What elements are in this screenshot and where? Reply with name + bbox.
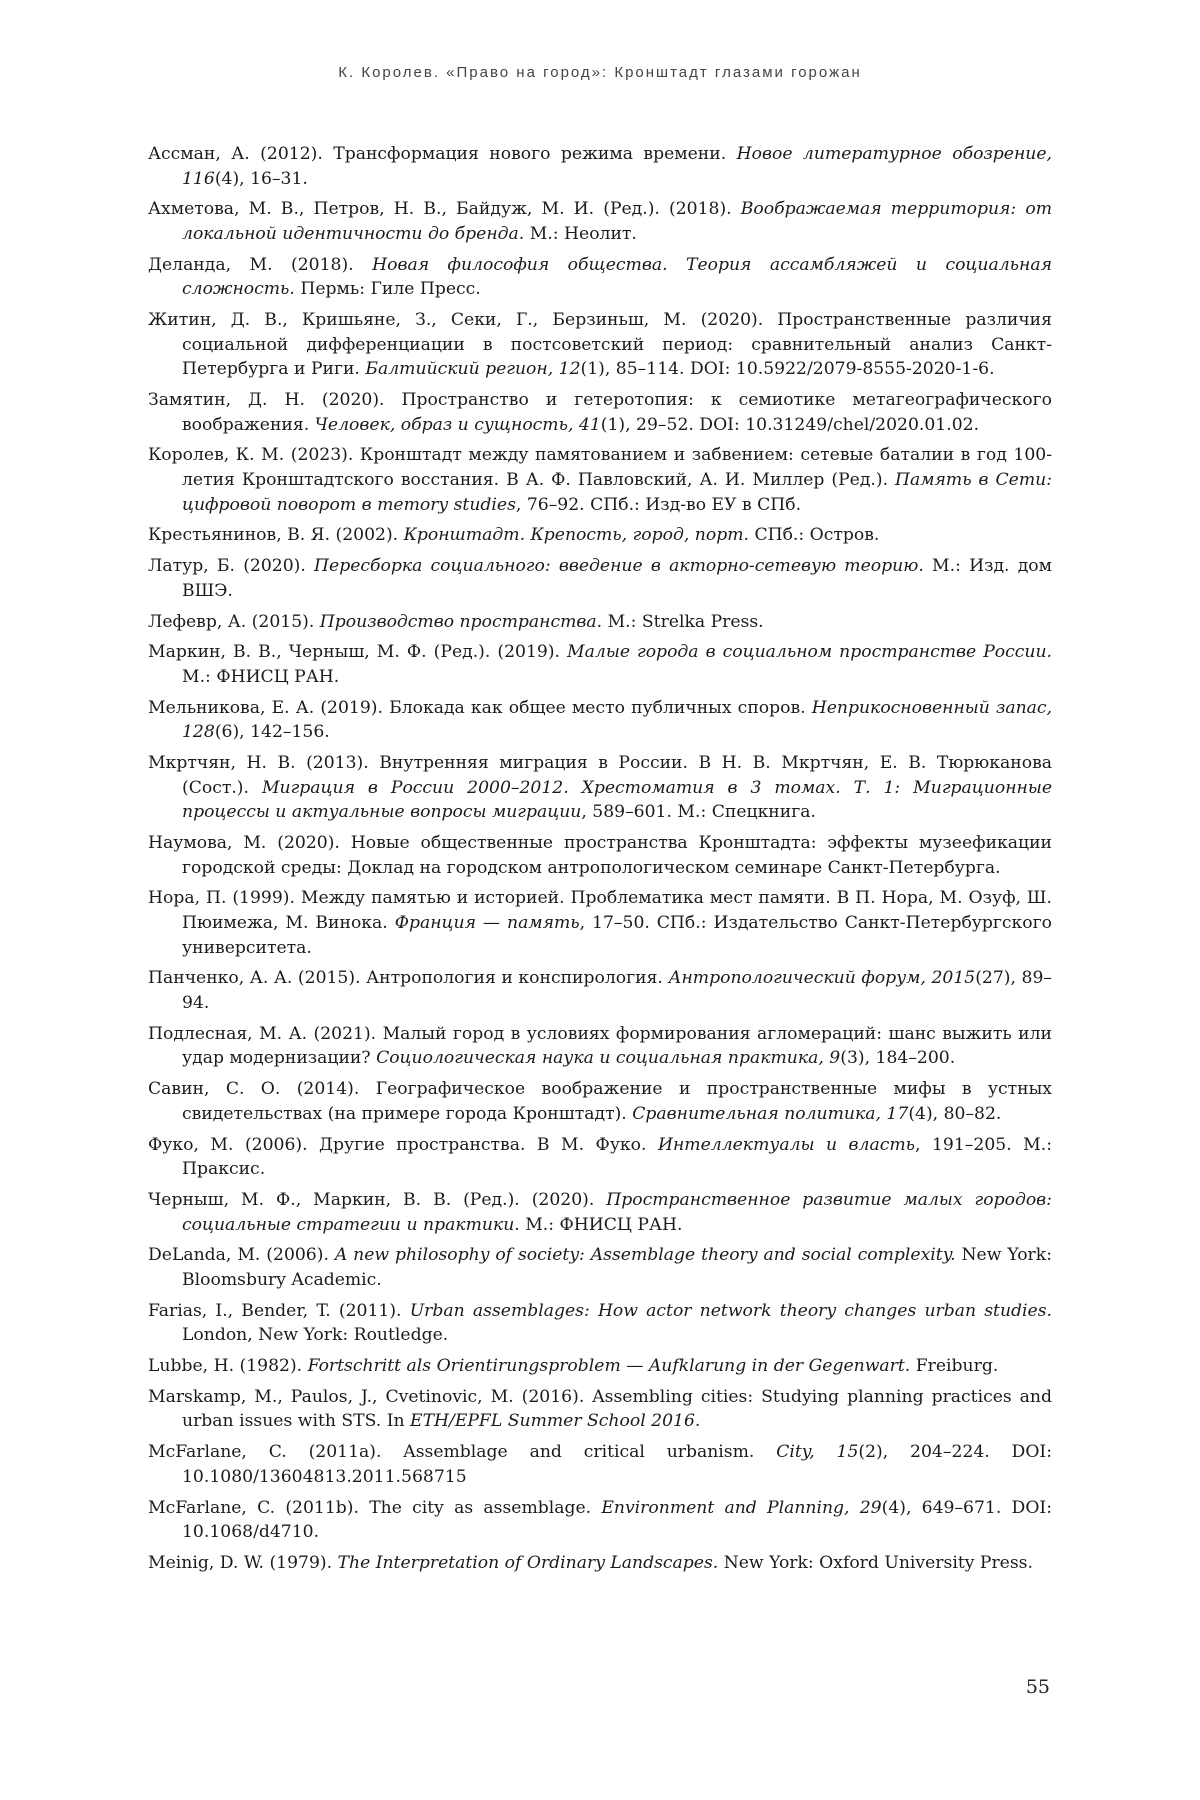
reference-entry [148, 1133, 1052, 1182]
reference-entry [148, 1243, 1052, 1292]
reference-text: Farias, I., Bender, T. (2011). [148, 1301, 410, 1321]
reference-source-italic: City, 15 [776, 1442, 858, 1462]
reference-text: Нора, П. (1999). Между памятью и историей. Проблематика мест памяти. В П. Нора, М. Озуф, Ш. Пюимежа, М. Винока. [148, 888, 1052, 933]
reference-text: Ахметова, М. В., Петров, Н. В., Байдуж, М. И. (Ред.). (2018). [148, 199, 741, 219]
reference-entry [148, 1188, 1052, 1237]
reference-source-italic: Производство пространства. [320, 612, 602, 632]
reference-entry [148, 1022, 1052, 1071]
reference-text: СПб.: Остров. [749, 525, 879, 545]
reference-text: (4), 649–671. DOI: 10.1068/d4710. [182, 1498, 1052, 1543]
page-number: 55 [1026, 1676, 1050, 1698]
reference-entry [148, 640, 1052, 689]
reference-text: (2), 204–224. DOI: 10.1080/13604813.2011.568715 [182, 1442, 1052, 1487]
reference-source-italic: Интеллектуалы и власть [658, 1135, 915, 1155]
reference-entry [148, 1299, 1052, 1348]
reference-text: Marskamp, M., Paulos, J., Cvetinovic, M. (2016). Assembling cities: Studying planning practices and urban issues with STS. In [148, 1387, 1052, 1432]
reference-text: New York: Bloomsbury Academic. [182, 1245, 1052, 1290]
reference-text: (6), 142–156. [215, 722, 330, 742]
reference-entry [148, 886, 1052, 960]
reference-text: (1), 85–114. DOI: 10.5922/2079-8555-2020-1-6. [581, 359, 995, 379]
reference-text: Панченко, А. А. (2015). Антропология и конспирология. [148, 968, 668, 988]
reference-text: , 17–50. СПб.: Издательство Санкт-Петербургского университета. [182, 913, 1052, 958]
reference-source-italic: Малые города в социальном пространстве России. [567, 642, 1052, 662]
reference-entry [148, 388, 1052, 437]
reference-text: Meinig, D. W. (1979). [148, 1553, 338, 1573]
reference-entry [148, 1077, 1052, 1126]
reference-text: Лефевр, А. (2015). [148, 612, 320, 632]
reference-entry [148, 443, 1052, 517]
reference-text: М.: Изд. дом ВШЭ. [182, 556, 1052, 601]
reference-text: Крестьянинов, В. Я. (2002). [148, 525, 404, 545]
reference-entry [148, 142, 1052, 191]
reference-entry [148, 523, 1052, 548]
reference-text: Мельникова, Е. А. (2019). Блокада как общее место публичных споров. [148, 698, 812, 718]
reference-entry [148, 1385, 1052, 1434]
reference-entry [148, 610, 1052, 635]
reference-source-italic: The Interpretation of Ordinary Landscapes. [338, 1553, 719, 1573]
reference-entry [148, 1496, 1052, 1545]
reference-text: Freiburg. [910, 1356, 998, 1376]
reference-source-italic: Новое литературное обозрение, 116 [182, 144, 1052, 189]
reference-text: Латур, Б. (2020). [148, 556, 314, 576]
reference-text: , 589–601. М.: Спецкнига. [581, 802, 816, 822]
reference-source-italic: Пространственное развитие малых городов: социальные стратегии и практики. [182, 1190, 1052, 1235]
reference-source-italic: Миграция в России 2000–2012. Хрестоматия в 3 томах. Т. 1: Миграционные процессы и актуальные вопросы миграции [182, 778, 1052, 823]
reference-text: (1), 29–52. DOI: 10.31249/chel/2020.01.02. [601, 415, 979, 435]
reference-source-italic: Балтийский регион, 12 [365, 359, 580, 379]
reference-text: М.: Неолит. [524, 224, 637, 244]
reference-source-italic: ETH/EPFL Summer School 2016. [410, 1411, 700, 1431]
reference-list [148, 142, 1052, 1582]
reference-source-italic: Urban assemblages: How actor network theory changes urban studies. [410, 1301, 1052, 1321]
reference-text: McFarlane, C. (2011b). The city as assemblage. [148, 1498, 601, 1518]
reference-entry [148, 253, 1052, 302]
reference-text: Черныш, М. Ф., Маркин, В. В. (Ред.). (2020). [148, 1190, 606, 1210]
reference-text: McFarlane, C. (2011a). Assemblage and critical urbanism. [148, 1442, 776, 1462]
reference-text: М.: Strelka Press. [602, 612, 764, 632]
reference-source-italic: Память в Сети: цифровой поворот в memory studies [182, 470, 1052, 515]
reference-text: Lubbe, H. (1982). [148, 1356, 308, 1376]
reference-source-italic: Социологическая наука и социальная практика, 9 [376, 1048, 840, 1068]
reference-entry [148, 751, 1052, 825]
reference-entry [148, 197, 1052, 246]
reference-text: Савин, С. О. (2014). Географическое воображение и пространственные мифы в устных свидетельствах (на примере города Кронштадт). [148, 1079, 1052, 1124]
reference-text: (27), 89–94. [182, 968, 1052, 1013]
reference-text: М.: ФНИСЦ РАН. [520, 1215, 683, 1235]
reference-source-italic: Человек, образ и сущность, 41 [315, 415, 601, 435]
reference-text: М.: ФНИСЦ РАН. [182, 667, 339, 687]
reference-text: (4), 80–82. [908, 1104, 1001, 1124]
reference-source-italic: Новая философия общества. Теория ассамбляжей и социальная сложность. [182, 255, 1052, 300]
running-head: К. Королев. «Право на город»: Кронштадт глазами горожан [0, 64, 1200, 81]
reference-text: Замятин, Д. Н. (2020). Пространство и гетеротопия: к семиотике метагеографического воображения. [148, 390, 1052, 435]
reference-text: Ассман, А. (2012). Трансформация нового режима времени. [148, 144, 737, 164]
reference-text: New York: Oxford University Press. [718, 1553, 1033, 1573]
reference-text: London, New York: Routledge. [182, 1325, 448, 1345]
reference-text: Мкртчян, Н. В. (2013). Внутренняя миграция в России. В Н. В. Мкртчян, Е. В. Тюрюканова (Сост.). [148, 753, 1052, 798]
reference-text: DeLanda, M. (2006). [148, 1245, 335, 1265]
reference-entry [148, 966, 1052, 1015]
reference-text: Деланда, М. (2018). [148, 255, 372, 275]
reference-entry [148, 1354, 1052, 1379]
reference-text: (4), 16–31. [215, 169, 308, 189]
reference-text: Житин, Д. В., Кришьяне, З., Секи, Г., Берзиньш, М. (2020). Пространственные различия социальной дифференциации в постсоветский период: сравнительный анализ Санкт-Петербурга и Риги. [148, 310, 1052, 379]
reference-source-italic: Кронштадт. Крепость, город, порт. [404, 525, 749, 545]
reference-entry [148, 308, 1052, 382]
reference-text: , 76–92. СПб.: Изд-во ЕУ в СПб. [516, 495, 801, 515]
reference-source-italic: Антропологический форум, 2015 [668, 968, 975, 988]
reference-text: Наумова, М. (2020). Новые общественные пространства Кронштадта: эффекты музеефикации городской среды: Доклад на городском антропологическом семинаре Санкт-Петербурга. [148, 833, 1052, 878]
reference-text: Фуко, М. (2006). Другие пространства. В М. Фуко. [148, 1135, 658, 1155]
reference-text: Подлесная, М. А. (2021). Малый город в условиях формирования агломераций: шанс выжить или удар модернизации? [148, 1024, 1052, 1069]
reference-source-italic: Сравнительная политика, 17 [632, 1104, 908, 1124]
reference-text: Пермь: Гиле Пресс. [295, 279, 481, 299]
reference-entry [148, 831, 1052, 880]
reference-text: (3), 184–200. [840, 1048, 955, 1068]
reference-text: Маркин, В. В., Черныш, М. Ф. (Ред.). (2019). [148, 642, 567, 662]
reference-text: , 191–205. М.: Праксис. [182, 1135, 1052, 1180]
reference-source-italic: Environment and Planning, 29 [601, 1498, 881, 1518]
reference-text: Королев, К. М. (2023). Кронштадт между памятованием и забвением: сетевые баталии в год 100-летия Кронштадтского восстания. В А. Ф. Павловский, А. И. Миллер (Ред.). [148, 445, 1052, 490]
reference-entry [148, 554, 1052, 603]
reference-source-italic: Пересборка социального: введение в акторно-сетевую теорию. [314, 556, 924, 576]
reference-source-italic: Неприкосновенный запас, 128 [182, 698, 1052, 743]
reference-source-italic: A new philosophy of society: Assemblage theory and social complexity. [335, 1245, 956, 1265]
reference-source-italic: Франция — память [395, 913, 580, 933]
reference-entry [148, 1551, 1052, 1576]
reference-entry [148, 696, 1052, 745]
reference-source-italic: Воображаемая территория: от локальной идентичности до бренда. [182, 199, 1052, 244]
reference-entry [148, 1440, 1052, 1489]
reference-source-italic: Fortschritt als Orientirungsproblem — Aufklarung in der Gegenwart. [308, 1356, 911, 1376]
